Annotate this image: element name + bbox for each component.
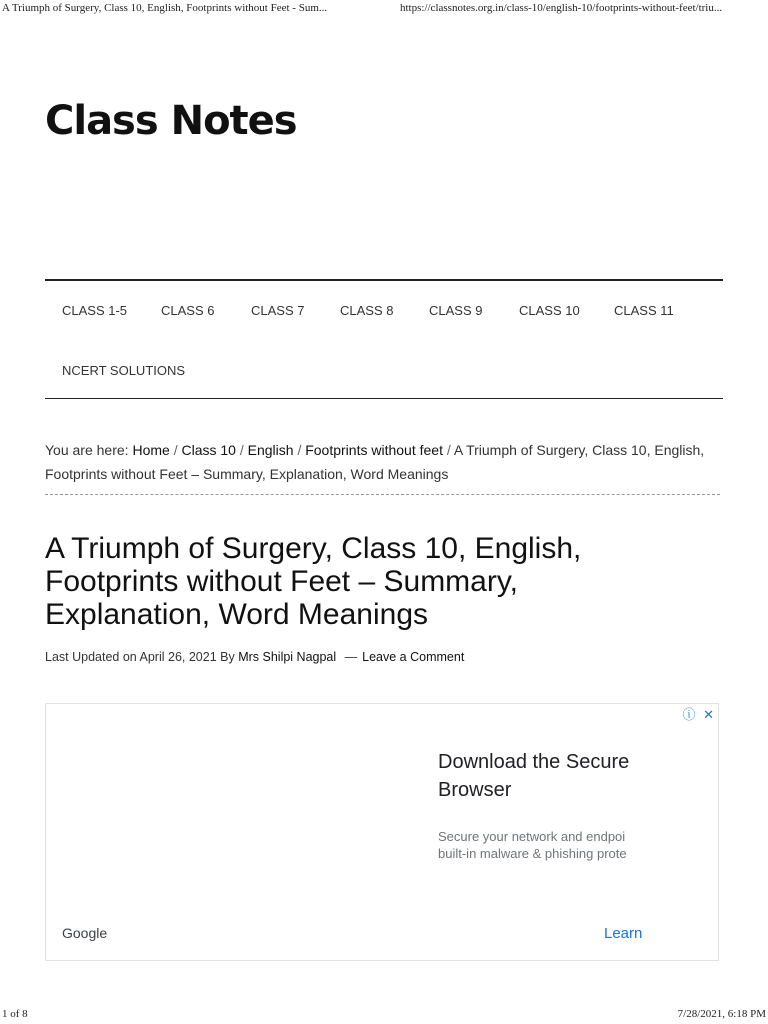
nav-item-class-11[interactable]: CLASS 11 bbox=[614, 303, 674, 318]
ad-headline-line: Download the Secure bbox=[438, 751, 630, 773]
leave-comment-link[interactable]: Leave a Comment bbox=[362, 650, 465, 664]
breadcrumb-link-class-10[interactable]: Class 10 bbox=[181, 442, 236, 458]
breadcrumb-separator: / bbox=[446, 442, 451, 458]
breadcrumb-link-english[interactable]: English bbox=[247, 442, 294, 458]
breadcrumb-current: A Triumph of Surgery, Class 10, English, Footprints without Feet – Summary, Explanation, Word Meanings bbox=[45, 442, 705, 482]
ad-headline[interactable] bbox=[438, 748, 643, 804]
nav-item-class-9[interactable]: CLASS 9 bbox=[429, 303, 483, 318]
print-page-url: https://classnotes.org.in/class-10/english-10/footprints-without-feet/triu... bbox=[400, 2, 723, 14]
breadcrumb-separator: / bbox=[239, 442, 244, 458]
ad-body-line: built-in malware & phishing prote bbox=[438, 846, 627, 861]
breadcrumb-divider bbox=[45, 494, 720, 495]
site-title-link[interactable]: Class Notes bbox=[45, 98, 297, 144]
nav-item-class-8[interactable]: CLASS 8 bbox=[340, 303, 394, 318]
ad-learn-more-button[interactable]: Learn bbox=[604, 925, 643, 942]
ad-headline-line: Browser bbox=[438, 779, 512, 801]
print-datetime: 7/28/2021, 6:18 PM bbox=[677, 1008, 766, 1020]
nav-item-ncert-solutions[interactable]: NCERT SOLUTIONS bbox=[62, 363, 186, 378]
print-page-number: 1 of 8 bbox=[2, 1008, 28, 1020]
breadcrumb-link-home[interactable]: Home bbox=[132, 442, 170, 458]
ad-controls bbox=[678, 704, 714, 723]
post-title: A Triumph of Surgery, Class 10, English, Footprints without Feet – Summary, Explanation, Word Meanings bbox=[45, 532, 582, 631]
advertisement[interactable] bbox=[45, 703, 719, 961]
meta-dash: — bbox=[344, 650, 358, 664]
breadcrumb-link-footprints[interactable]: Footprints without feet bbox=[305, 442, 443, 458]
ad-body bbox=[438, 828, 643, 862]
ad-info-icon[interactable]: ⓘ bbox=[682, 707, 696, 722]
breadcrumb bbox=[45, 438, 723, 486]
breadcrumb-prefix: You are here: bbox=[45, 442, 133, 458]
nav-item-class-1-5[interactable]: CLASS 1-5 bbox=[62, 303, 128, 318]
post-updated-date: Last Updated on April 26, 2021 By bbox=[45, 650, 235, 664]
ad-close-icon[interactable]: ✕ bbox=[703, 707, 714, 722]
breadcrumb-separator: / bbox=[297, 442, 302, 458]
print-header bbox=[0, 0, 768, 18]
main-navigation bbox=[45, 279, 723, 399]
nav-item-class-7[interactable]: CLASS 7 bbox=[251, 303, 305, 318]
print-footer bbox=[0, 1006, 768, 1024]
post-meta bbox=[45, 650, 464, 664]
breadcrumb-separator: / bbox=[173, 442, 178, 458]
post-author-link[interactable]: Mrs Shilpi Nagpal bbox=[238, 650, 337, 664]
nav-item-class-10[interactable]: CLASS 10 bbox=[519, 303, 580, 318]
ad-advertiser: Google bbox=[62, 925, 108, 941]
ad-body-line: Secure your network and endpoi bbox=[438, 829, 626, 844]
nav-item-class-6[interactable]: CLASS 6 bbox=[161, 303, 215, 318]
print-page-title: A Triumph of Surgery, Class 10, English, Footprints without Feet - Sum... bbox=[2, 2, 328, 14]
